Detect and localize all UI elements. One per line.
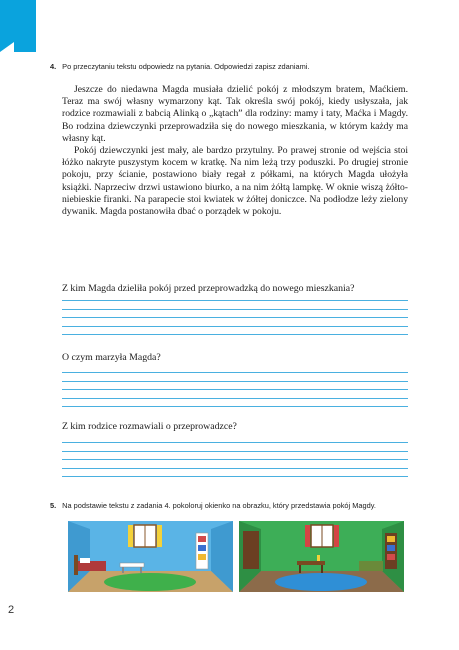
bed-icon — [359, 561, 383, 571]
task-5-heading — [50, 501, 376, 510]
answer-line[interactable] — [62, 334, 408, 335]
answer-line[interactable] — [62, 317, 408, 318]
question-3: Z kim rodzice rozmawiali o przeprowadzce? — [62, 421, 237, 432]
door-icon — [243, 531, 259, 569]
answer-line[interactable] — [62, 451, 408, 452]
rug — [104, 573, 196, 591]
task-instruction: Na podstawie tekstu z zadania 4. pokoloruj okienko na obrazku, który przedstawia pokój Magdy. — [62, 501, 376, 510]
corner-tab — [0, 0, 36, 52]
rug — [275, 573, 367, 591]
answer-line[interactable] — [62, 381, 408, 382]
answer-line[interactable] — [62, 372, 408, 373]
answer-line[interactable] — [62, 389, 408, 390]
answer-line[interactable] — [62, 442, 408, 443]
task-instruction: Po przeczytaniu tekstu odpowiedz na pytania. Odpowiedzi zapisz zdaniami. — [62, 62, 310, 71]
answer-line[interactable] — [62, 309, 408, 310]
answer-line[interactable] — [62, 398, 408, 399]
page-number: 2 — [8, 604, 15, 616]
answer-lines-2[interactable] — [62, 372, 408, 415]
answer-line[interactable] — [62, 326, 408, 327]
answer-lines-3[interactable] — [62, 442, 408, 485]
room-illustration-1 — [68, 521, 233, 592]
reading-text — [62, 84, 408, 218]
reading-paragraph: Pokój dziewczynki jest mały, ale bardzo przytulny. Po prawej stronie od wejścia stoi łóżko nakryte puszystym kocem w kratkę. Na nim leżą trzy poduszki. Po drugiej stronie pokoju, przy ścianie, postawiono biały regał z półkami, na których Magda ułożyła książki. Naprzeciw drzwi ustawiono biurko, a na nim żółtą lampkę. W oknie wiszą żółto-niebieskie firanki. Na parapecie stoi kwiatek w żółtej doniczce. Na podłodze leży zielony dywanik. Magda postanowiła dbać o porządek w pokoju. — [62, 145, 408, 218]
answer-line[interactable] — [62, 476, 408, 477]
desk-icon — [297, 561, 325, 565]
answer-line[interactable] — [62, 459, 408, 460]
task-number: 5. — [50, 501, 57, 510]
task-4-heading — [50, 62, 309, 71]
answer-lines-1[interactable] — [62, 300, 408, 343]
room-2-svg — [239, 521, 404, 592]
reading-paragraph: Jeszcze do niedawna Magda musiała dzielić pokój z młodszym bratem, Maćkiem. Teraz ma swój własny wymarzony kąt. Tak określa swój pokój, kiedy usłyszała, jak rodzice rozmawiali z babcią Alinką o „kątach” dla rodziny: mamy i taty, Maćka i Magdy. Bo rodzina dziewczynki przeprowadziła się do nowego mieszkania, w którym każdy ma własny kąt. — [62, 84, 408, 144]
room-illustration-2 — [239, 521, 404, 592]
desk-icon — [120, 563, 144, 567]
task-number: 4. — [50, 62, 57, 71]
question-1: Z kim Magda dzieliła pokój przed przeprowadzką do nowego mieszkania? — [62, 283, 355, 294]
answer-line[interactable] — [62, 468, 408, 469]
question-2: O czym marzyła Magda? — [62, 352, 161, 363]
room-1-svg — [68, 521, 233, 592]
answer-line[interactable] — [62, 406, 408, 407]
answer-line[interactable] — [62, 300, 408, 301]
